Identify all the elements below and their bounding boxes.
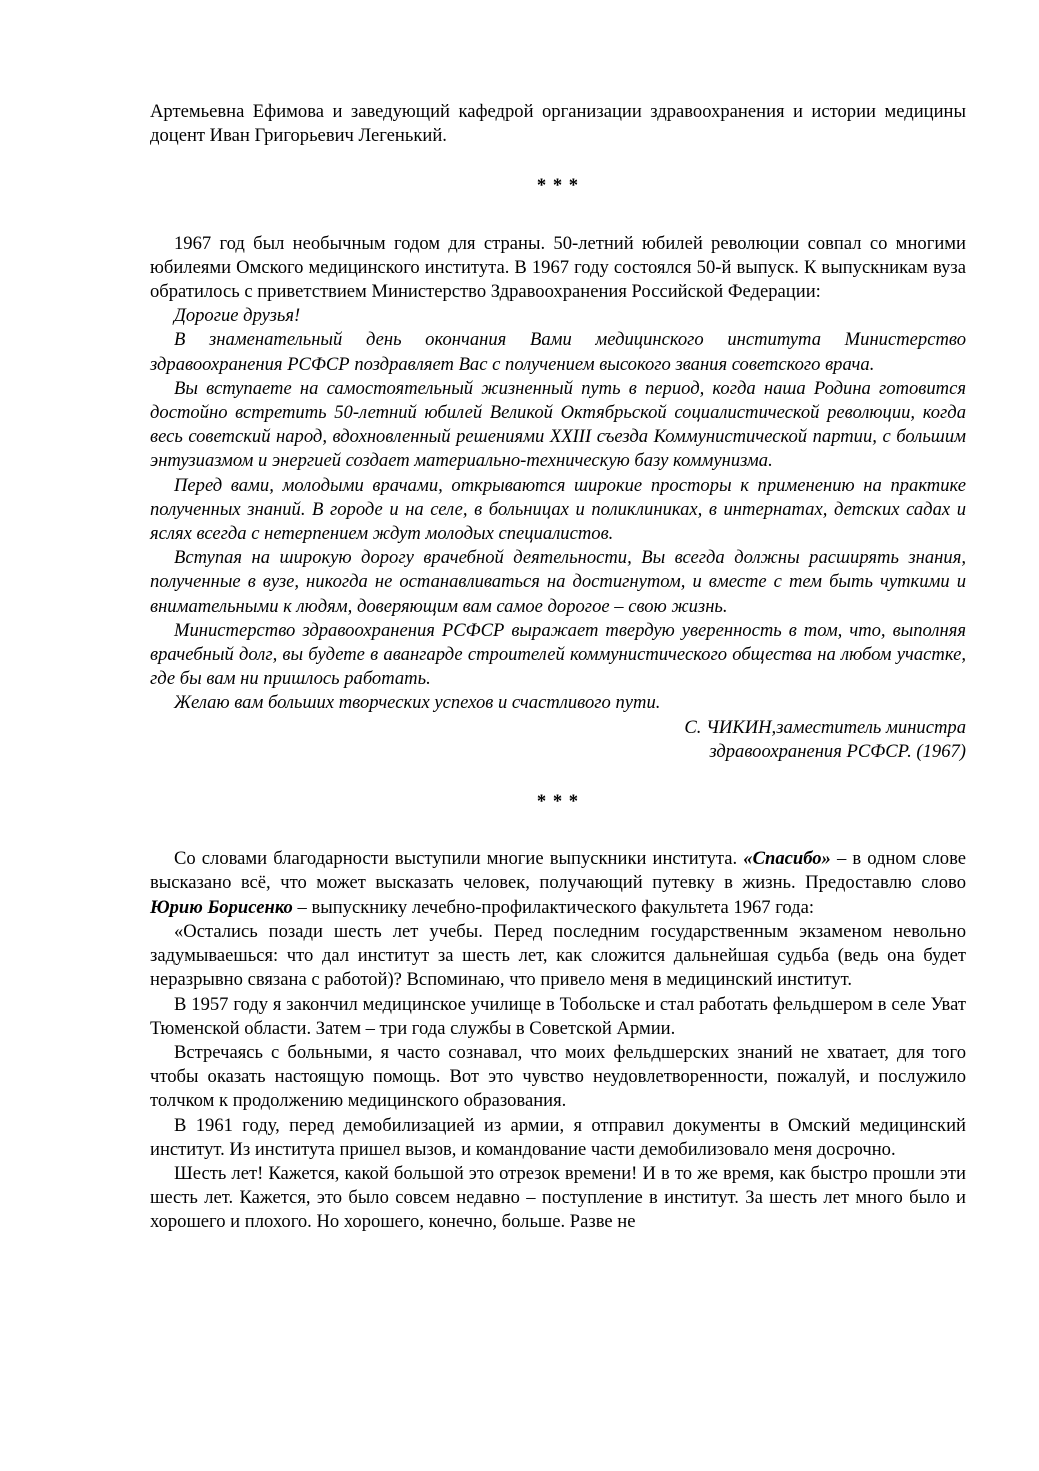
signature-line-1: С. ЧИКИН,заместитель министра [684,716,966,738]
document-page [150,100,966,1235]
signature-line-2: здравоохранения РСФСР. (1967) [709,740,966,762]
letter-paragraph: В знаменательный день окончания Вами медицинского института Министерство здравоохранения РСФСР поздравляет Вас с получением высокого звания советского врача. [150,329,966,375]
thanks-text: – в одном слове высказано всё, что может высказать человек, получающий путевку в жизнь. Предоставлю слово [150,848,966,894]
letter-closing: Желаю вам больших творческих успехов и счастливого пути. [174,692,661,714]
paragraph-1967: 1967 год был необычным годом для страны. 50-летний юбилей революции совпал со многими юбилеями Омского медицинского института. В 1967 году состоялся 50-й выпуск. К выпускникам вуза обратилось с приветствием Министерство Здравоохранения Российской Федерации: [150,232,966,303]
section-separator: * * * [536,175,580,197]
letter-paragraph: Министерство здравоохранения РСФСР выражает твердую уверенность в том, что, выполняя врачебный долг, вы будете в авангарде строителей коммунистического общества на любом участке, где бы вам ни пришлось работать. [150,619,966,690]
letter-paragraph: Вы вступаете на самостоятельный жизненный путь в период, когда наша Родина готовится достойно встретить 50-летний юбилей Великой Октябрьской социалистической революции, когда весь советский народ, вдохновленный решениями XXIII съезда Коммунистической партии, с большим энтузиазмом и энергией создает материально-техническую базу коммунизма. [150,377,966,472]
memoir-paragraph: В 1957 году я закончил медицинское училище в Тобольске и стал работать фельдшером в селе Уват Тюменской области. Затем – три года службы в Советской Армии. [150,993,966,1039]
section-separator: * * * [536,791,580,813]
thanks-text: Со словами благодарности выступили многие выпускники института. [174,848,744,870]
thanks-paragraph [150,847,966,920]
memoir-paragraph: «Остались позади шесть лет учебы. Перед последним государственным экзаменом невольно задумываешься: что дал институт за шесть лет, как сложится дальнейшая судьба (ведь она будет неразрывно связана с работой)? Вспоминаю, что привело меня в медицинский институт. [150,920,966,991]
thanks-emphasis-name: Юрию Борисенко [150,896,293,918]
memoir-paragraph: В 1961 году, перед демобилизацией из армии, я отправил документы в Омский медицинский институт. Из института пришел вызов, и командование части демобилизовало меня досрочно. [150,1114,966,1160]
letter-paragraph: Перед вами, молодыми врачами, открываются широкие просторы к применению на практике полученных знаний. В городе и на селе, в больницах и поликлиниках, в интернатах, детских садах и яслях всегда с нетерпением ждут молодых специалистов. [150,474,966,545]
thanks-text: – выпускнику лечебно-профилактического факультета 1967 года: [292,896,815,918]
memoir-paragraph: Встречаясь с больными, я часто сознавал, что моих фельдшерских знаний не хватает, для того чтобы оказать настоящую помощь. Вот это чувство неудовлетворенности, пожалуй, и послужило толчком к продолжению медицинского образования. [150,1041,966,1112]
intro-paragraph: Артемьевна Ефимова и заведующий кафедрой организации здравоохранения и истории медицины доцент Иван Григорьевич Легенький. [150,101,966,147]
memoir-paragraph: Шесть лет! Кажется, какой большой это отрезок времени! И в то же время, как быстро прошли эти шесть лет. Кажется, это было совсем недавно – поступление в институт. За шесть лет много было и хорошего и плохого. Но хорошего, конечно, больше. Разве не [150,1162,966,1233]
letter-paragraph: Вступая на широкую дорогу врачебной деятельности, Вы всегда должны расширять знания, полученные в вузе, никогда не останавливаться на достигнутом, и вместе с тем быть чуткими и внимательными к людям, доверяющим вам самое дорогое – свою жизнь. [150,547,966,617]
letter-greeting: Дорогие друзья! [174,305,301,327]
thanks-emphasis-spasibo: «Спасибо» [743,848,831,870]
